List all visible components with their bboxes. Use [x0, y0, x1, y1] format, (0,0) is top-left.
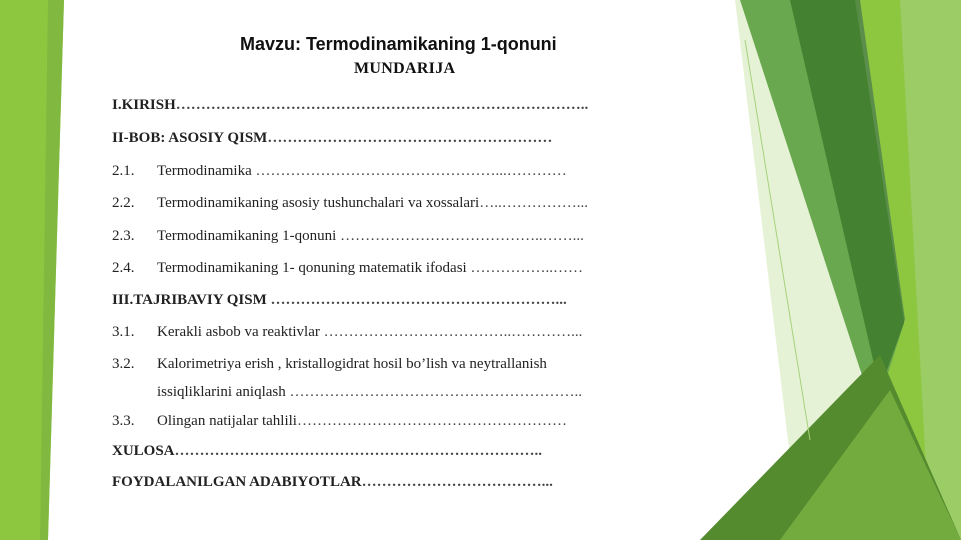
toc-entry-number: 3.2. [112, 356, 135, 372]
toc-entry-dots: ………………………………………………….. [289, 384, 582, 400]
toc-entry-dots: ……………………………………………………………….. [174, 443, 543, 459]
toc-entry-kirish [112, 97, 588, 114]
toc-entry-dots: ………………………………………………… [267, 130, 553, 146]
toc-entry-text: I.KIRISH [112, 97, 176, 113]
toc-entry-text: issiqliklarini aniqlash [157, 384, 290, 400]
toc-entry-2-3 [112, 228, 584, 245]
toc-entry-number: 3.3. [112, 413, 135, 429]
toc-entry-number: 3.1. [112, 324, 135, 340]
toc-entry-number: 2.3. [112, 228, 135, 244]
toc-entry-dots: …………………………………..……... [340, 228, 584, 244]
toc-entry-text: Termodinamika [157, 163, 256, 179]
toc-entry-dots: ………………………………... [361, 474, 553, 490]
toc-entry-number: 2.1. [112, 163, 135, 179]
toc-entry-text: Termodinamikaning 1-qonuni [157, 228, 341, 244]
toc-entry-2-1 [112, 163, 567, 180]
toc-entry-asosiy-qism [112, 130, 552, 147]
toc-heading: MUNDARIJA [354, 60, 456, 77]
toc-entry-dots: ……………………………………………………………………….. [175, 97, 589, 113]
toc-entry-text: II-BOB: ASOSIY QISM [112, 130, 268, 146]
toc-entry-2-4 [112, 260, 583, 277]
toc-entry-tajribaviy-qism [112, 292, 567, 309]
toc-entry-text: Termodinamikaning 1- qonuning matematik ifodasi [157, 260, 471, 276]
toc-entry-text: FOYDALANILGAN ADABIYOTLAR [112, 474, 362, 490]
toc-entry-3-1 [112, 324, 582, 341]
toc-entry-text: III.TAJRIBAVIY QISM [112, 292, 271, 308]
toc-entry-3-2 [112, 356, 547, 373]
toc-entry-number: 2.4. [112, 260, 135, 276]
toc-entry-text: Olingan natijalar tahlili [157, 413, 297, 429]
toc-entry-text: XULOSA [112, 443, 175, 459]
toc-entry-dots: …………………………………………………... [270, 292, 567, 308]
toc-entry-3-2-continued [112, 384, 582, 401]
toc-entry-dots: …………………………………………...………… [255, 163, 567, 179]
toc-entry-3-3 [112, 413, 567, 430]
toc-entry-number: 2.2. [112, 195, 135, 211]
toc-entry-dots: ……………………………………………… [296, 413, 567, 429]
slide-title: Mavzu: Termodinamikaning 1-qonuni [240, 34, 557, 54]
toc-entry-2-2 [112, 195, 588, 212]
toc-entry-text: Termodinamikaning asosiy tushunchalari va xossalari [157, 195, 480, 211]
toc-entry-dots: …..……………... [479, 195, 588, 211]
toc-entry-xulosa [112, 443, 542, 460]
toc-entry-dots: ……………..…… [470, 260, 583, 276]
toc-entry-dots: ………………………………..…………... [323, 324, 583, 340]
toc-entry-text: Kerakli asbob va reaktivlar [157, 324, 324, 340]
toc-entry-text: Kalorimetriya erish , kristallogidrat hosil bo’lish va neytrallanish [157, 356, 547, 372]
toc-entry-adabiyotlar [112, 474, 553, 491]
